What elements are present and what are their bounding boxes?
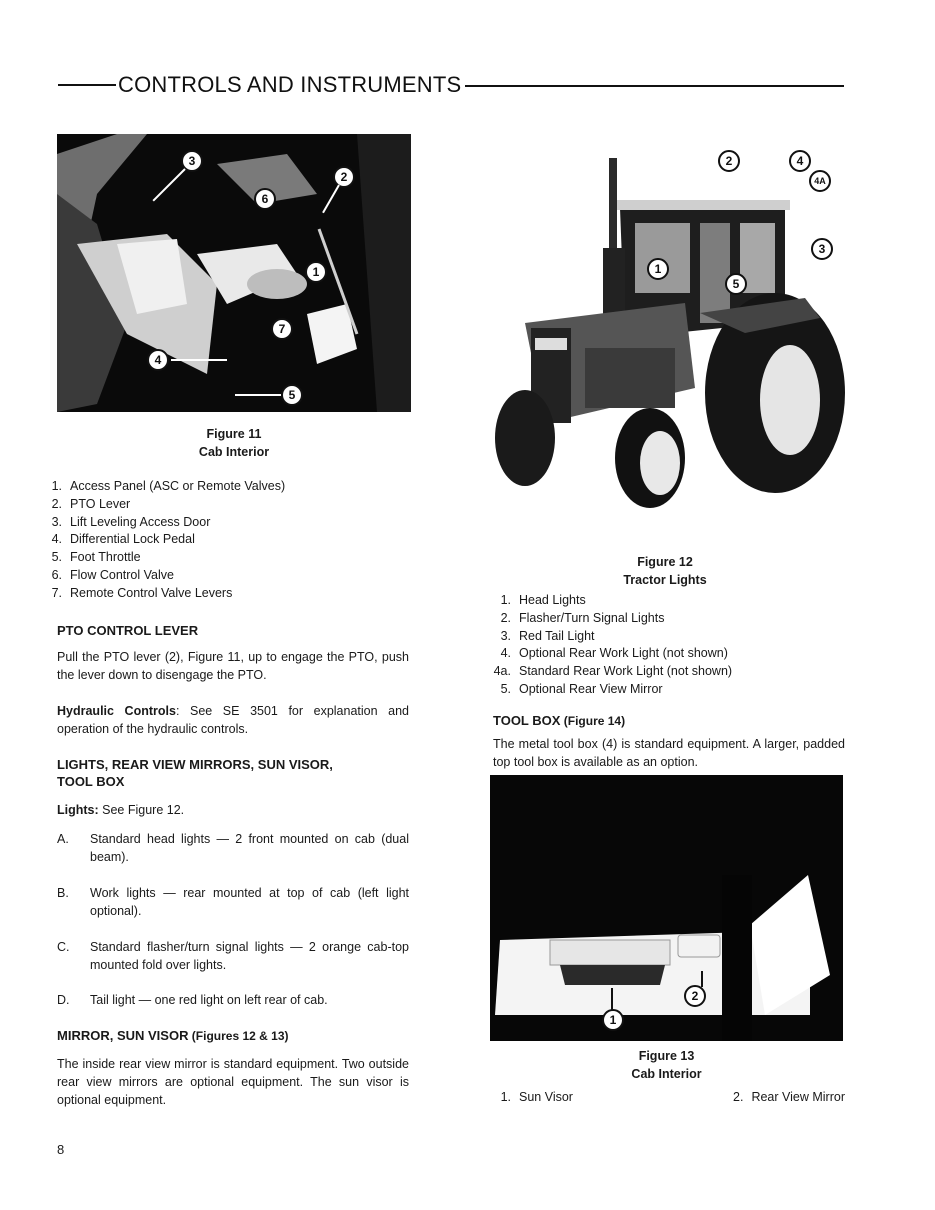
hydraulic-body: : See SE 3501 for explanation and operation of the hydraulic controls.	[57, 704, 409, 736]
pto-body: Pull the PTO lever (2), Figure 11, up to engage the PTO, push the lever down to disengage the PTO.	[57, 650, 409, 682]
figure-13-title: Cab Interior	[631, 1067, 702, 1081]
callout-4: 4	[789, 150, 811, 172]
lights-item-a: A. Standard head lights — 2 front mounted on cab (dual beam).	[57, 832, 409, 864]
lights-item-c: C. Standard flasher/turn signal lights — 2 orange cab-top mounted fold over lights.	[57, 940, 409, 972]
callout-4: 4	[147, 349, 169, 371]
figure-11-legend	[40, 478, 420, 603]
legend-item: 1. Head Lights	[500, 593, 586, 607]
page-header	[58, 70, 844, 100]
callout-5: 5	[281, 384, 303, 406]
callout-3: 3	[811, 238, 833, 260]
mirror-heading: MIRROR, SUN VISOR (Figures 12 & 13)	[57, 1028, 289, 1043]
legend-item: 4a. Standard Rear Work Light (not shown)	[493, 664, 733, 679]
figure-11-caption	[57, 425, 411, 461]
legend-item: 6. Flow Control Valve	[51, 567, 174, 582]
legend-item: 1. Sun Visor	[500, 1090, 573, 1104]
arrow-5	[235, 394, 281, 396]
lights-section-heading: LIGHTS, REAR VIEW MIRRORS, SUN VISOR, TOOL BOX	[57, 757, 333, 789]
figure-11-title: Cab Interior	[198, 445, 270, 459]
figure-12-legend	[489, 592, 849, 699]
cab-interior-photo-illustration	[57, 134, 411, 412]
callout-3: 3	[181, 150, 203, 172]
callout-5: 5	[725, 273, 747, 295]
legend-item: 2. PTO Lever	[51, 496, 131, 511]
header-rule-left	[58, 84, 116, 86]
lights-intro: Lights: See Figure 12.	[57, 803, 185, 817]
legend-item: 7. Remote Control Valve Levers	[51, 585, 233, 600]
figure-13-caption	[490, 1047, 843, 1083]
lights-list-c	[57, 938, 409, 974]
figure-12-title: Tractor Lights	[623, 573, 707, 587]
callout-1: 1	[602, 1009, 624, 1031]
hydraulic-paragraph	[57, 702, 409, 738]
legend-item: 4. Optional Rear Work Light (not shown)	[500, 646, 728, 661]
arrow-2	[701, 971, 703, 987]
tractor-illustration	[485, 138, 845, 533]
pto-heading: PTO CONTROL LEVER	[57, 623, 199, 638]
legend-item: 3. Red Tail Light	[500, 628, 595, 643]
callout-2: 2	[718, 150, 740, 172]
mirror-body: The inside rear view mirror is standard equipment. Two outside rear view mirrors are optional equipment. The sun visor is optional equipment.	[57, 1057, 409, 1107]
lights-item-d: D. Tail light — one red light on left rear of cab.	[57, 993, 328, 1007]
legend-item: 5. Foot Throttle	[51, 550, 141, 565]
figure-11-photo	[57, 134, 411, 412]
toolbox-body: The metal tool box (4) is standard equipment. A larger, padded top tool box is available as an option.	[493, 737, 845, 769]
legend-item: 3. Lift Leveling Access Door	[51, 514, 211, 529]
arrow-4	[171, 359, 227, 361]
cab-interior-visor-illustration	[490, 775, 843, 1041]
lights-list	[57, 830, 409, 866]
legend-item: 5. Optional Rear View Mirror	[500, 681, 663, 696]
legend-item: 2. Rear View Mirror	[733, 1090, 845, 1104]
callout-2: 2	[333, 166, 355, 188]
figure-12-label: Figure 12	[637, 555, 693, 569]
figure-13-label: Figure 13	[638, 1049, 695, 1063]
page-number: 8	[57, 1142, 65, 1157]
hydraulic-label: Hydraulic Controls	[57, 704, 176, 718]
legend-item: 4. Differential Lock Pedal	[51, 532, 195, 547]
figure-11-label: Figure 11	[206, 427, 262, 441]
callout-2: 2	[684, 985, 706, 1007]
lights-list-b	[57, 884, 409, 920]
header-rule-right	[465, 85, 844, 87]
figure-12-illustration	[485, 138, 845, 533]
legend-item: 2. Flasher/Turn Signal Lights	[500, 610, 665, 625]
page-title: CONTROLS AND INSTRUMENTS	[118, 72, 462, 97]
callout-1: 1	[305, 261, 327, 283]
lights-item-b: B. Work lights — rear mounted at top of cab (left light optional).	[57, 886, 409, 918]
figure-13-legend	[489, 1089, 845, 1107]
callout-1: 1	[647, 258, 669, 280]
figure-12-caption	[485, 553, 845, 589]
toolbox-heading: TOOL BOX (Figure 14)	[493, 713, 626, 728]
arrow-1	[611, 988, 613, 1010]
legend-item: 1. Access Panel (ASC or Remote Valves)	[51, 479, 286, 493]
lights-list-d	[57, 991, 409, 1009]
callout-4a: 4A	[809, 170, 831, 192]
callout-7: 7	[271, 318, 293, 340]
callout-6: 6	[254, 188, 276, 210]
figure-13-photo	[490, 775, 843, 1041]
